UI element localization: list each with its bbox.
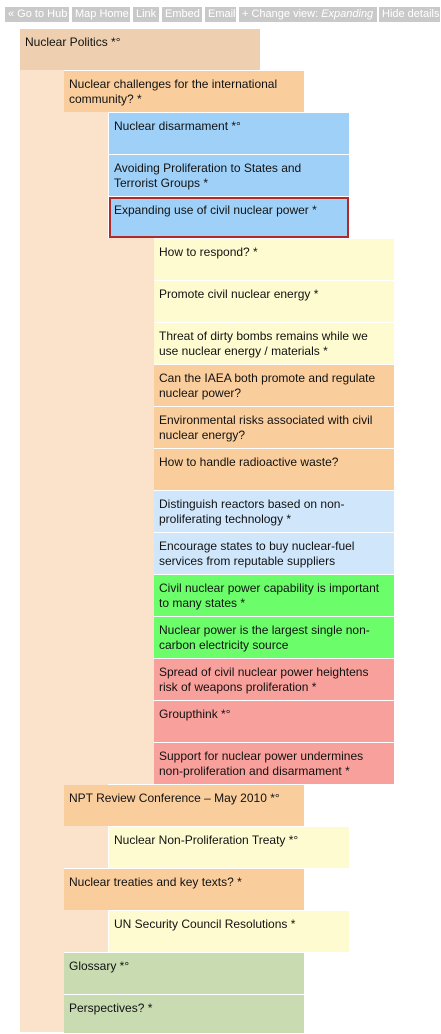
node-label: NPT Review Conference – May 2010 *°: [69, 791, 280, 805]
node-label: Distinguish reactors based on non-proliferating technology *: [159, 497, 345, 526]
node-label: Perspectives? *: [69, 1001, 153, 1015]
node-label: Encourage states to buy nuclear-fuel services from reputable suppliers: [159, 539, 355, 568]
link-button[interactable]: Link: [133, 7, 159, 22]
node-radioactive-waste[interactable]: [154, 449, 394, 490]
node-expanding-civil-nuclear-power[interactable]: [109, 197, 349, 238]
node-promote-civil-nuclear[interactable]: [154, 281, 394, 322]
node-npt-treaty[interactable]: [109, 827, 349, 868]
node-unsc-resolutions[interactable]: [109, 911, 349, 952]
node-groupthink[interactable]: [154, 701, 394, 742]
email-button[interactable]: Email: [205, 7, 236, 22]
change-view-prefix: + Change view:: [242, 8, 322, 20]
node-spread-heightens-risk[interactable]: [154, 659, 394, 700]
node-label: Support for nuclear power undermines non-proliferation and disarmament *: [159, 749, 364, 778]
node-npt-review-conference[interactable]: [64, 785, 304, 826]
node-label: Civil nuclear power capability is important to many states *: [159, 581, 380, 610]
node-encourage-states[interactable]: [154, 533, 394, 574]
node-label: Expanding use of civil nuclear power *: [114, 203, 317, 217]
go-to-hub-button[interactable]: « Go to Hub: [5, 7, 69, 22]
node-support-undermines[interactable]: [154, 743, 394, 784]
node-dirty-bombs[interactable]: [154, 323, 394, 364]
node-label: Nuclear challenges for the international community? *: [69, 77, 278, 106]
node-nuclear-challenges[interactable]: [64, 71, 304, 112]
node-label: Nuclear Non-Proliferation Treaty *°: [114, 833, 299, 847]
node-label: Environmental risks associated with civil nuclear energy?: [159, 413, 373, 442]
node-largest-noncarbon[interactable]: [154, 617, 394, 658]
node-environmental-risks[interactable]: [154, 407, 394, 448]
node-distinguish-reactors[interactable]: [154, 491, 394, 532]
node-label: Threat of dirty bombs remains while we use nuclear energy / materials *: [159, 329, 368, 358]
indent-guide-level2-npt: [64, 826, 108, 868]
node-label: How to respond? *: [159, 245, 258, 259]
node-label: Spread of civil nuclear power heightens risk of weapons proliferation *: [159, 665, 369, 694]
node-label: Nuclear Politics *°: [25, 35, 121, 49]
node-label: Can the IAEA both promote and regulate nuclear power?: [159, 371, 376, 400]
node-label: Nuclear treaties and key texts? *: [69, 875, 242, 889]
change-view-value: Expanding: [321, 8, 374, 20]
indent-guide-level1: [20, 70, 64, 1032]
embed-button[interactable]: Embed: [162, 7, 202, 22]
node-nuclear-politics[interactable]: [20, 29, 260, 70]
node-perspectives[interactable]: [64, 995, 304, 1033]
node-label: Avoiding Proliferation to States and Terrorist Groups *: [114, 161, 302, 190]
hide-details-button[interactable]: Hide details: [379, 7, 440, 22]
node-label: Groupthink *°: [159, 707, 231, 721]
node-nuclear-treaties[interactable]: [64, 869, 304, 910]
node-label: Nuclear disarmament *°: [114, 119, 241, 133]
indent-guide-level2-treaties: [64, 910, 108, 952]
node-glossary[interactable]: [64, 953, 304, 994]
node-nuclear-disarmament[interactable]: [109, 113, 349, 154]
map-home-button[interactable]: Map Home: [72, 7, 130, 22]
node-how-to-respond[interactable]: [154, 239, 394, 280]
node-avoiding-proliferation[interactable]: [109, 155, 349, 196]
node-label: UN Security Council Resolutions *: [114, 917, 296, 931]
node-capability-important[interactable]: [154, 575, 394, 616]
indent-guide-level3-expanding: [108, 238, 154, 784]
node-label: Nuclear power is the largest single non-carbon electricity source: [159, 623, 370, 652]
indent-guide-level2-challenges: [64, 112, 108, 786]
node-iaea[interactable]: [154, 365, 394, 406]
node-label: Promote civil nuclear energy *: [159, 287, 319, 301]
node-label: Glossary *°: [69, 959, 130, 973]
node-label: How to handle radioactive waste?: [159, 455, 339, 469]
change-view-button[interactable]: [239, 7, 377, 22]
